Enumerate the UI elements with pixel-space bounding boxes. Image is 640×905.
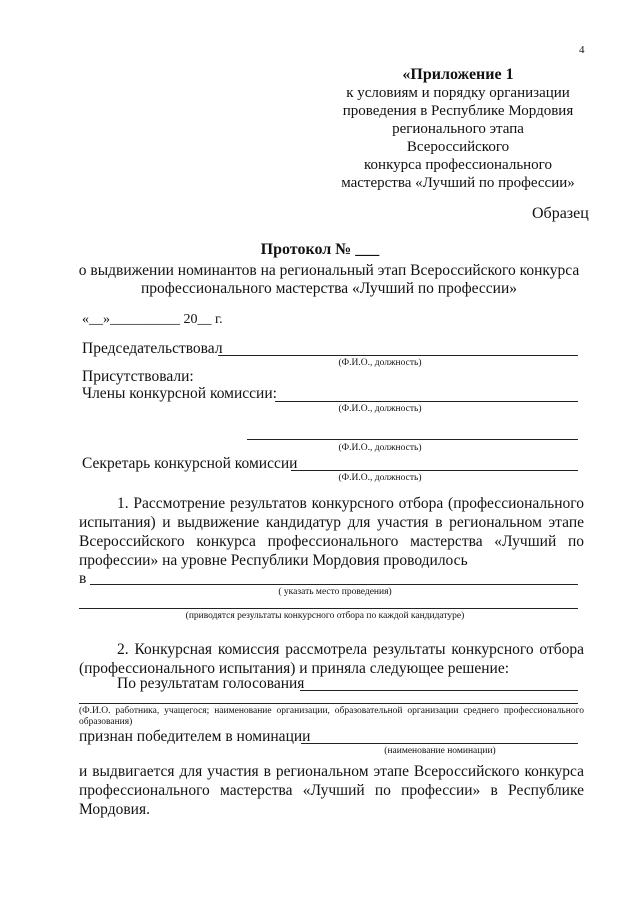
protocol-subtitle: о выдвижении номинантов на региональный этап Всероссийского конкурса профессионального мастерства «Лучший по профессии»	[78, 262, 580, 297]
members-label: Члены конкурсной комиссии:	[82, 385, 277, 402]
appendix-block	[340, 66, 576, 192]
member-hint-2: (Ф.И.О., должность)	[338, 443, 422, 453]
person-field[interactable]	[79, 703, 578, 704]
nomination-field[interactable]	[301, 743, 578, 744]
voting-label: По результатам голосования	[117, 675, 305, 692]
item2-text: 2. Конкурсная комиссия рассмотрела результаты конкурсного отбора (профессионального испытания) и приняла следующее решение:	[79, 641, 584, 677]
page-number: 4	[579, 44, 585, 56]
winner-label: признан победителем в номинации	[79, 728, 311, 745]
sample-label: Образец	[532, 205, 589, 222]
secretary-label: Секретарь конкурсной комиссии	[82, 455, 298, 472]
place-hint: ( указать место проведения)	[278, 587, 392, 597]
member-field-1[interactable]	[275, 401, 578, 402]
person-hint: (Ф.И.О. работника, учащегося; наименование организации, образовательной организации среднего профессионального образования)	[79, 706, 584, 727]
item1-prefix: в	[79, 570, 87, 587]
results-hint: (приводятся результаты конкурсного отбора по каждой кандидатуре)	[185, 611, 465, 621]
date-line: «__»__________ 20__ г.	[82, 312, 223, 327]
member-hint-1: (Ф.И.О., должность)	[338, 404, 422, 414]
appendix-heading: «Приложение 1	[402, 66, 514, 83]
appendix-line: регионального этапа Всероссийского	[392, 121, 524, 155]
chairman-hint: (Ф.И.О., должность)	[338, 358, 422, 368]
appendix-line: к условиям и порядку организации	[346, 85, 570, 101]
secretary-hint: (Ф.И.О., должность)	[338, 473, 422, 483]
results-field[interactable]	[79, 608, 578, 609]
appendix-line: проведения в Республике Мордовия	[342, 103, 574, 119]
secretary-field[interactable]	[291, 470, 578, 471]
chairman-label: Председательствовал	[82, 340, 223, 357]
appendix-line: мастерства «Лучший по профессии»	[341, 175, 575, 191]
voting-field[interactable]	[300, 690, 578, 691]
nomination-hint: (наименование номинации)	[384, 746, 496, 756]
item1-text: 1. Рассмотрение результатов конкурсного отбора (профессионального испытания) и выдвижение кандидатур для участия в региональном этапе Всероссийского конкурса профессионального мастерства «Лучший по профессии» на уровне Республики Мордовия проводилось	[79, 495, 584, 569]
appendix-line: конкурса профессионального	[364, 157, 552, 173]
present-label: Присутствовали:	[82, 368, 194, 385]
member-field-2[interactable]	[247, 439, 578, 440]
protocol-title: Протокол № ___	[260, 241, 380, 258]
final-text: и выдвигается для участия в региональном этапе Всероссийского конкурса профессионального мастерства «Лучший по профессии» в Республике Мордовия.	[79, 763, 584, 818]
place-field[interactable]	[90, 584, 578, 585]
chairman-field[interactable]	[218, 355, 578, 356]
